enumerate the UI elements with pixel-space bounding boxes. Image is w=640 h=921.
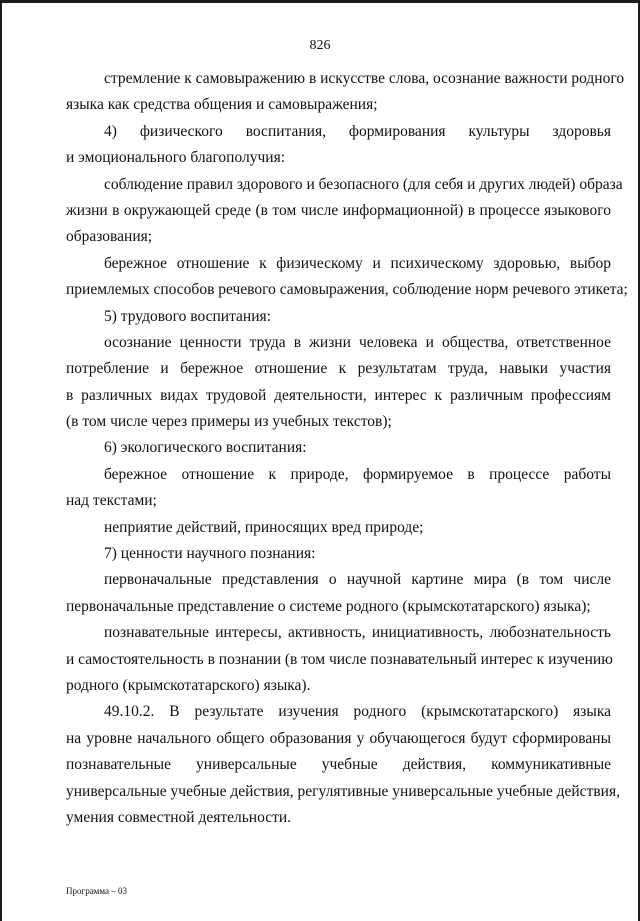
text-line: умения совместной деятельности. — [66, 808, 292, 826]
text-line: стремление к самовыражению в искусстве слова, осознание важности родного — [104, 70, 625, 87]
text-line: осознание ценности труда в жизни человека и общества, ответственное — [104, 333, 611, 351]
text-line: бережное отношение к физическому и психическому здоровью, выбор — [104, 254, 611, 272]
text-line: бережное отношение к природе, формируемое в процессе работы — [104, 465, 611, 483]
text-line: 7) ценности научного познания: — [104, 545, 316, 563]
text-line: и эмоционального благополучия: — [66, 149, 286, 167]
text-line: соблюдение правил здорового и безопасного (для себя и других людей) образа — [104, 175, 623, 193]
text-line: на уровне начального общего образования у обучающегося будут сформированы — [66, 729, 611, 747]
text-line: родного (крымскотатарского) языка). — [66, 676, 311, 694]
text-line: над текстами; — [66, 492, 157, 510]
text-line: и самостоятельность в познании (в том числе познавательный интерес к изучению — [66, 650, 613, 668]
text-line: первоначальные представления о научной картине мира (в том числе — [104, 571, 611, 589]
text-line: потребление и бережное отношение к результатам труда, навыки участия — [66, 360, 611, 378]
text-line: 5) трудового воспитания: — [104, 307, 271, 325]
scan-border-left — [0, 0, 2, 921]
text-line: 6) экологического воспитания: — [104, 439, 307, 457]
text-line: 49.10.2. В результате изучения родного (крымскотатарского) языка — [104, 703, 611, 721]
text-line: 4) физического воспитания, формирования культуры здоровья — [104, 122, 611, 140]
text-line: первоначальные представление о системе родного (крымскотатарского) языка); — [66, 597, 591, 615]
text-line: приемлемых способов речевого самовыражения, соблюдение норм речевого этикета; — [66, 281, 628, 299]
text-line: языка как средства общения и самовыражения; — [66, 96, 378, 114]
text-line: познавательные интересы, активность, инициативность, любознательность — [104, 624, 611, 642]
text-line: в различных видах трудовой деятельности, интерес к различным профессиям — [66, 386, 611, 404]
text-line: (в том числе через примеры из учебных текстов); — [66, 413, 392, 431]
scan-border-top — [0, 0, 640, 3]
text-line: жизни в окружающей среде (в том числе информационной) в процессе языкового — [66, 201, 611, 219]
document-body — [66, 66, 628, 831]
footer-label: Программа – 03 — [66, 886, 128, 896]
text-line: познавательные универсальные учебные действия, коммуникативные — [66, 756, 611, 774]
page-number: 826 — [309, 38, 331, 53]
text-line: образования; — [66, 228, 153, 246]
text-line: неприятие действий, приносящих вред природе; — [104, 518, 424, 536]
text-line: универсальные учебные действия, регулятивные универсальные учебные действия, — [66, 782, 620, 800]
